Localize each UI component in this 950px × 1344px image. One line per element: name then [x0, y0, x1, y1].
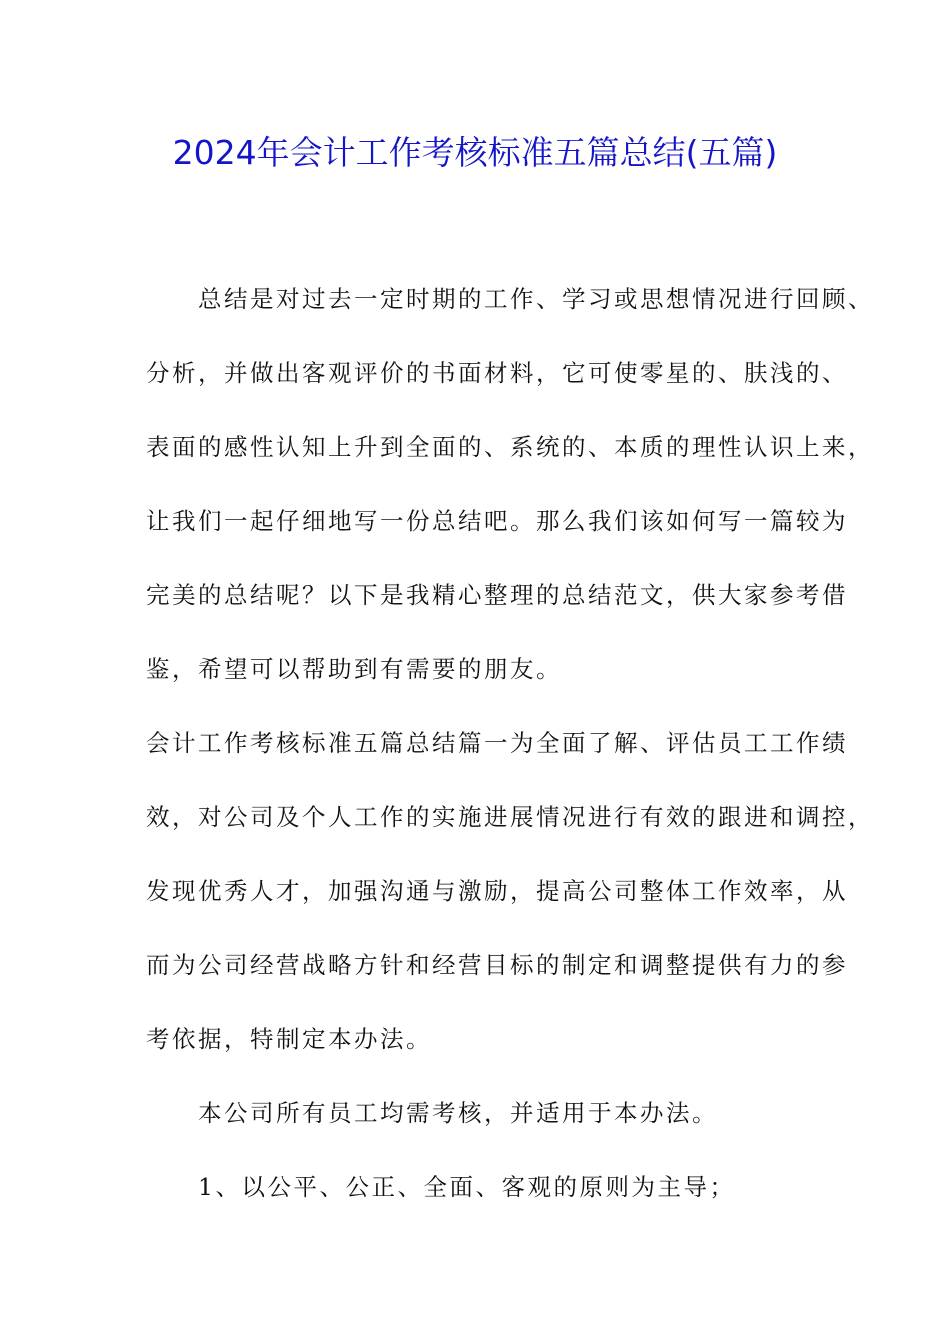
text-line: 会计工作考核标准五篇总结篇一为全面了解、评估员工工作绩 — [146, 729, 848, 757]
text-line: 让我们一起仔细地写一份总结吧。那么我们该如何写一篇较为 — [146, 507, 848, 535]
paragraph-scope — [146, 1076, 822, 1150]
text-line: 而为公司经营战略方针和经营目标的制定和调整提供有力的参 — [146, 951, 848, 979]
text-line: 总结是对过去一定时期的工作、学习或思想情况进行回顾、 — [198, 285, 874, 313]
text-line: 1、以公平、公正、全面、客观的原则为主导； — [198, 1173, 736, 1201]
paragraph-section-one — [146, 706, 874, 1076]
text-line: 完美的总结呢？以下是我精心整理的总结范文，供大家参考借 — [146, 581, 848, 609]
text-line: 鉴，希望可以帮助到有需要的朋友。 — [146, 655, 562, 683]
paragraph-principle-1 — [146, 1150, 822, 1224]
text-line: 分析，并做出客观评价的书面材料，它可使零星的、肤浅的、 — [146, 359, 848, 387]
text-line: 本公司所有员工均需考核，并适用于本办法。 — [198, 1099, 718, 1127]
document-body — [146, 262, 874, 1224]
text-line: 效，对公司及个人工作的实施进展情况进行有效的跟进和调控， — [146, 803, 874, 831]
text-line: 考依据，特制定本办法。 — [146, 1025, 432, 1053]
paragraph-intro — [146, 262, 874, 706]
text-line: 表面的感性认知上升到全面的、系统的、本质的理性认识上来， — [146, 433, 874, 461]
document-title: 2024年会计工作考核标准五篇总结(五篇) — [172, 133, 778, 172]
text-line: 发现优秀人才，加强沟通与激励，提高公司整体工作效率，从 — [146, 877, 848, 905]
